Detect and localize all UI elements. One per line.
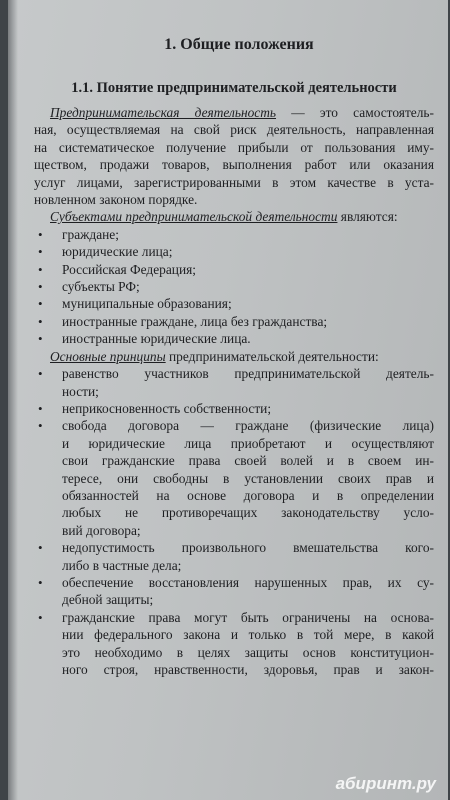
page-content xyxy=(34,34,434,678)
list-item-line: тересе, они свободны в установлении своих прав и xyxy=(62,470,434,486)
list-item xyxy=(34,295,434,312)
list-item-line: свои гражданские права своей волей и в своем ин- xyxy=(62,453,434,469)
chapter-title: 1. Общие положения xyxy=(164,36,314,53)
bullet-icon: • xyxy=(38,366,43,382)
principles-list xyxy=(34,365,434,678)
list-item-text: Российская Федерация; xyxy=(62,261,197,277)
bullet-icon: • xyxy=(38,261,43,277)
list-item xyxy=(34,313,434,330)
list-item xyxy=(34,574,434,609)
list-item-text: иностранные юридические лица. xyxy=(62,331,251,347)
definition-paragraph xyxy=(34,104,434,208)
list-item-line: равенство участников предпринимательской деятель- xyxy=(62,366,434,382)
subjects-heading xyxy=(34,208,434,225)
definition-line-1 xyxy=(34,104,434,121)
subjects-rest: являются: xyxy=(337,209,398,225)
definition-line: на систематическое получение прибыли от пользования иму- xyxy=(34,139,434,155)
list-item-line: свобода договора — граждане (физические лица) xyxy=(62,418,434,434)
list-item xyxy=(34,609,434,679)
list-item xyxy=(34,261,434,278)
bullet-icon: • xyxy=(38,331,43,347)
principles-rest: предпринимательской деятельности: xyxy=(165,348,379,364)
bullet-icon: • xyxy=(38,609,43,625)
list-item-line: неприкосновенность собственности; xyxy=(62,400,272,416)
list-item-line: либо в частные дела; xyxy=(62,557,182,573)
list-item-line: гражданские права могут быть ограничены на основа- xyxy=(62,609,434,625)
list-item-line: обеспечение восстановления нарушенных прав, их су- xyxy=(62,574,434,590)
bullet-icon: • xyxy=(38,296,43,312)
definition-line: новленном законом порядке. xyxy=(34,192,198,208)
list-item-line: недопустимость произвольного вмешательства кого- xyxy=(62,540,434,556)
bullet-icon: • xyxy=(38,313,43,329)
definition-line: услуг лицами, зарегистрированными в этом качестве в уста- xyxy=(34,174,434,190)
section-title: 1.1. Понятие предпринимательской деятельности xyxy=(71,80,397,96)
list-item-text: юридические лица; xyxy=(62,244,173,260)
subjects-term: Субъектами предпринимательской деятельности xyxy=(50,209,338,225)
bullet-icon: • xyxy=(38,574,43,590)
list-item-text: иностранные граждане, лица без гражданства; xyxy=(62,313,328,329)
list-item-line: это необходимо в целях защиты основ конституцион- xyxy=(62,644,434,660)
list-item xyxy=(34,330,434,347)
list-item-line: нии федерального закона и только в той мере, в какой xyxy=(62,627,434,643)
list-item xyxy=(34,539,434,574)
list-item-line: дебной защиты; xyxy=(62,592,154,608)
bullet-icon: • xyxy=(38,418,43,434)
list-item xyxy=(34,243,434,260)
book-page xyxy=(8,0,448,800)
list-item-line: и юридические лица приобретают и осуществляют xyxy=(62,435,434,451)
list-item-line: обязанностей на основе договора и в определении xyxy=(62,487,434,503)
bullet-icon: • xyxy=(38,226,43,242)
subjects-list xyxy=(34,226,434,348)
list-item-line: любых не противоречащих законодательству усло- xyxy=(62,505,434,521)
site-watermark: абиринт.ру xyxy=(335,774,436,793)
list-item xyxy=(34,226,434,243)
list-item-line: ности; xyxy=(62,383,99,399)
list-item-text: граждане; xyxy=(62,226,119,242)
principles-heading xyxy=(34,348,434,365)
list-item xyxy=(34,417,434,539)
list-item-line: ного строя, нравственности, здоровья, прав и закон- xyxy=(62,662,434,677)
list-item-line: вий договора; xyxy=(62,522,141,538)
definition-line: ная, осуществляемая на свой риск деятельность, направленная xyxy=(34,122,434,138)
principles-term: Основные принципы xyxy=(50,348,166,364)
bullet-icon: • xyxy=(38,540,43,556)
list-item-text: муниципальные образования; xyxy=(62,296,232,312)
list-item-text: субъекты РФ; xyxy=(62,279,140,295)
definition-term: Предпринимательская деятельность xyxy=(50,105,277,120)
list-item xyxy=(34,400,434,417)
bullet-icon: • xyxy=(38,279,43,295)
list-item xyxy=(34,365,434,400)
list-item xyxy=(34,278,434,295)
definition-text: — это самостоятель- xyxy=(276,105,434,120)
bullet-icon: • xyxy=(38,400,43,416)
bullet-icon: • xyxy=(38,244,43,260)
definition-line: ществом, продажи товаров, выполнения работ или оказания xyxy=(34,157,434,173)
